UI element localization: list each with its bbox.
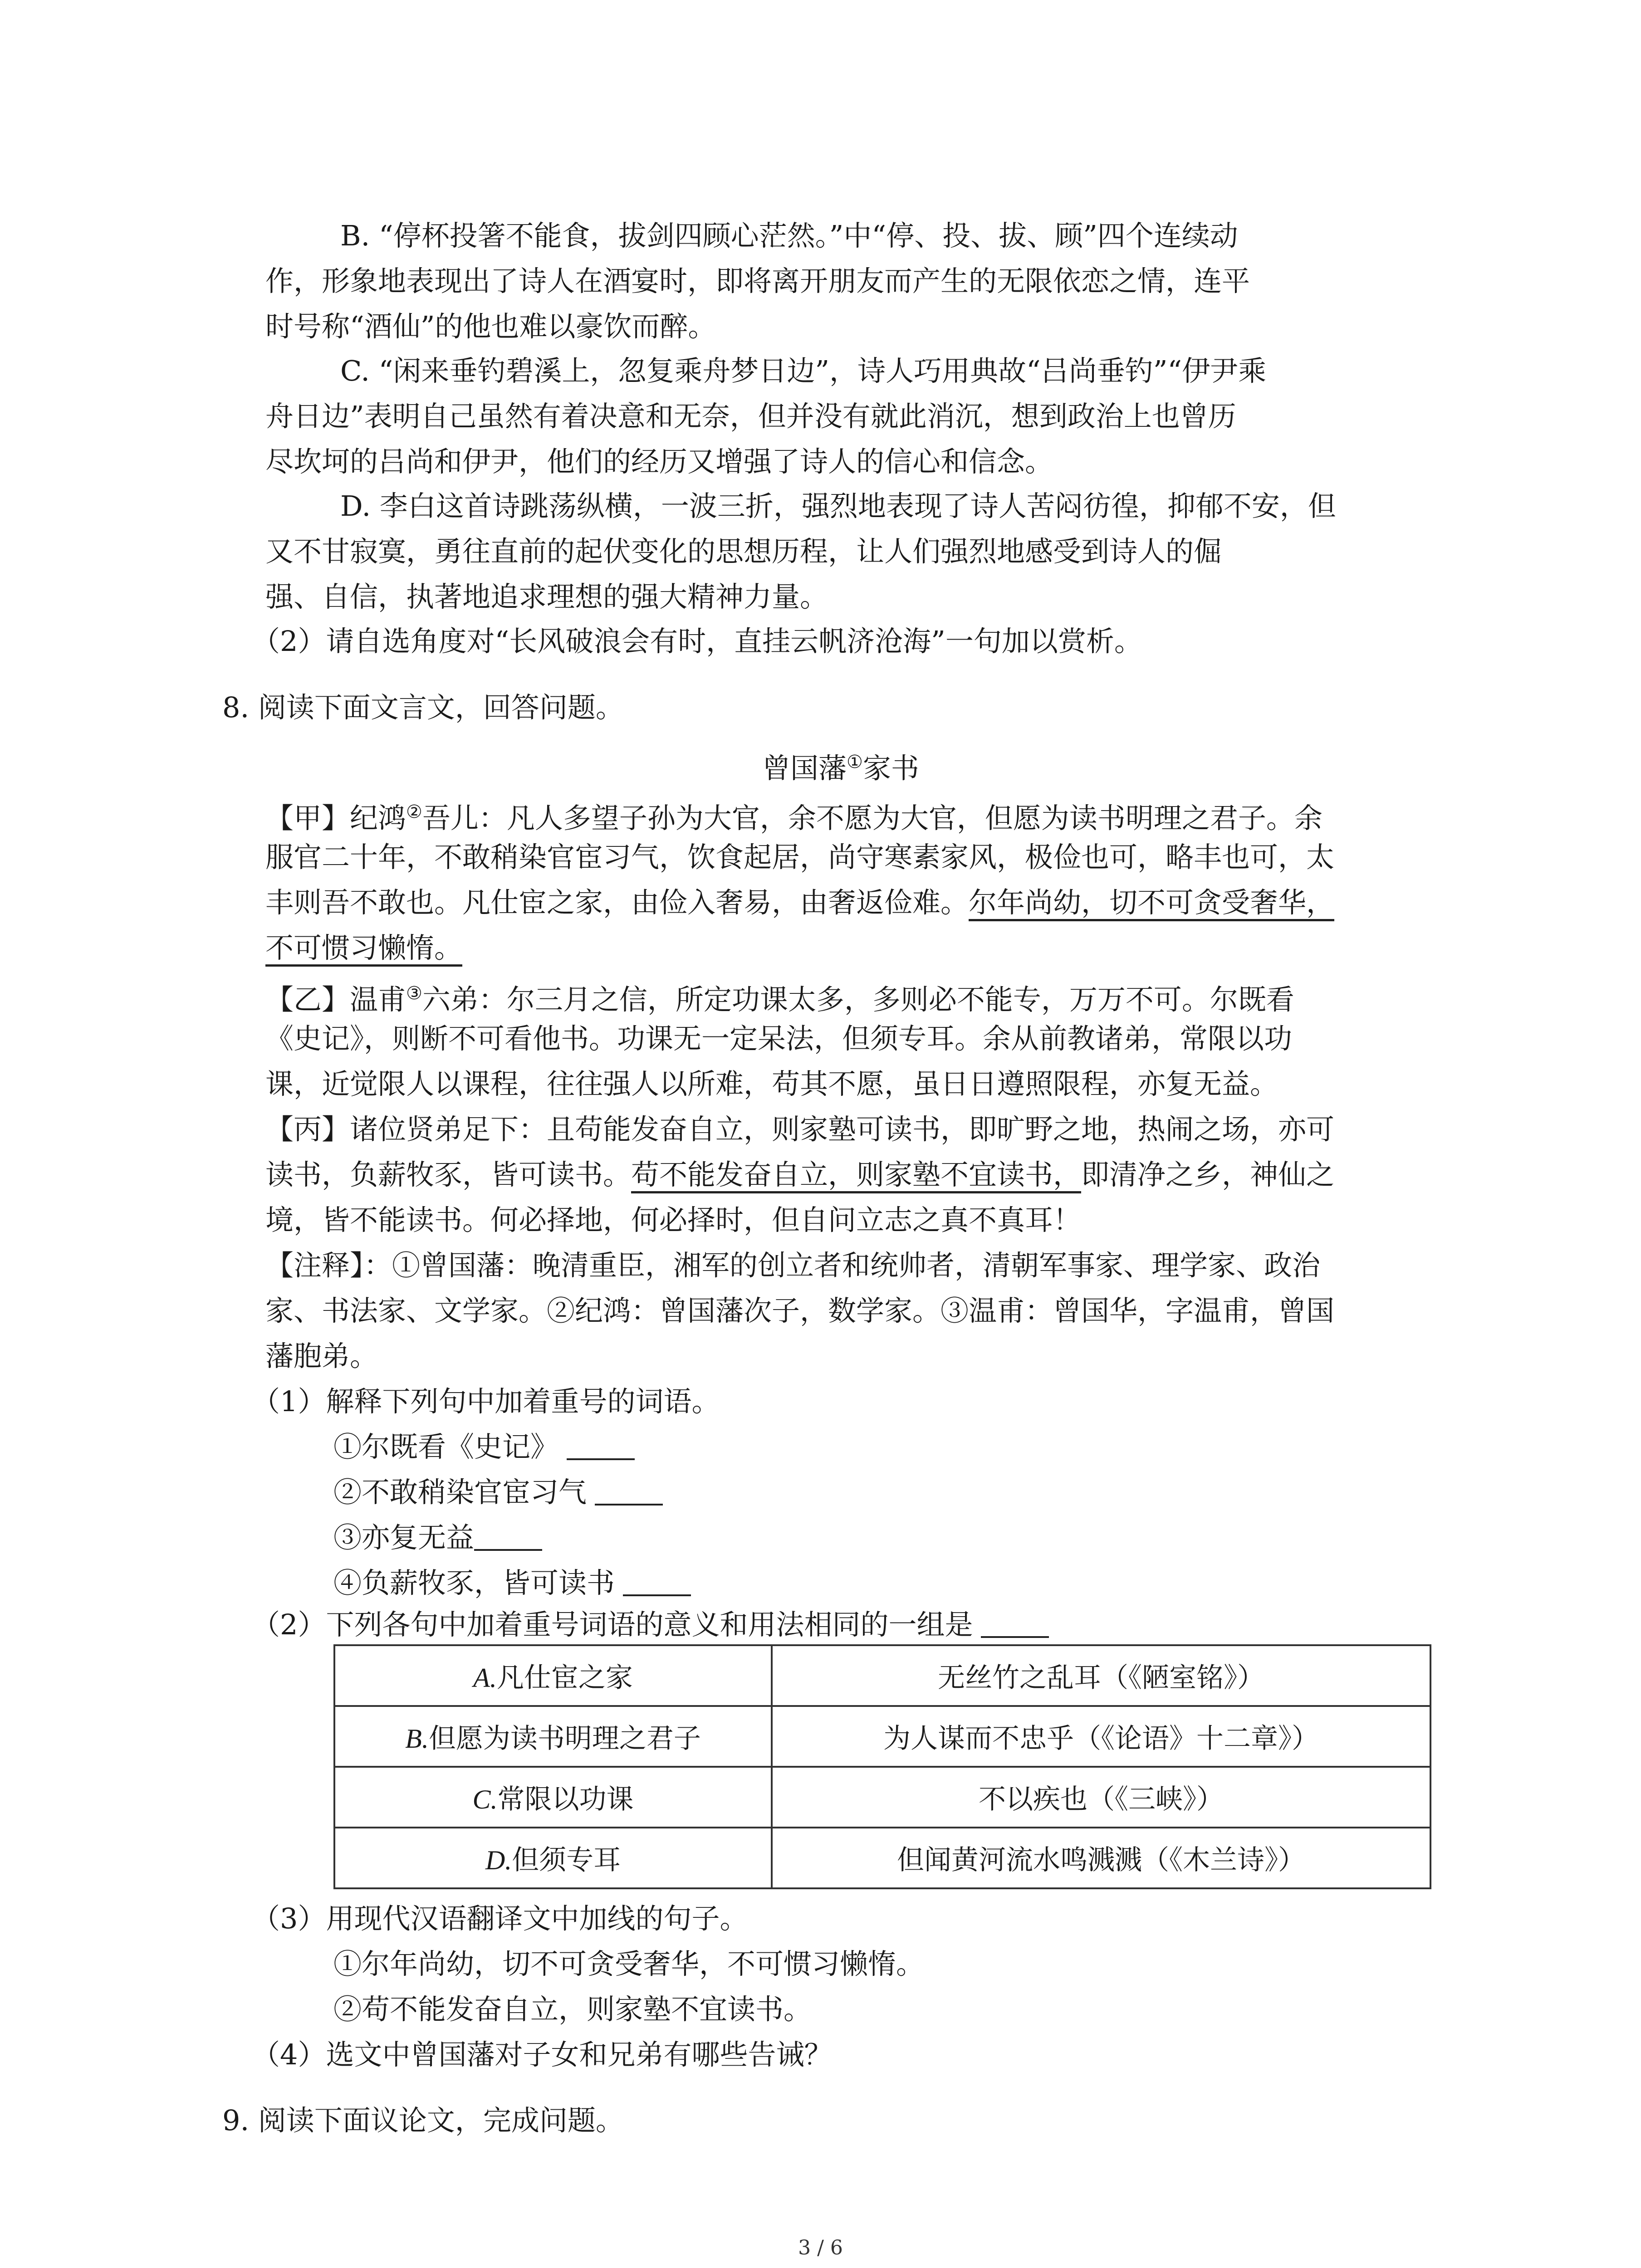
passage-title-name: 曾国藩 (762, 752, 847, 785)
option-a-right: 无丝竹之乱耳（《陋室铭》） (772, 1645, 1430, 1706)
page-number: 3 / 6 (798, 2236, 843, 2259)
table-row (334, 1645, 1430, 1706)
q9-stem: 9. 阅读下面议论文，完成问题。 (222, 2104, 624, 2137)
q7-subquestion-2: （2）请自选角度对“长风破浪会有时，直挂云帆济沧海”一句加以赏析。 (252, 625, 1142, 658)
option-left-text: 常限以功课 (497, 1784, 634, 1815)
yi-label: 【乙】温甫 (265, 983, 407, 1016)
q8-sub3-sentence-1: ①尔年尚幼，切不可贪受奢华，不可惯习懒惰。 (333, 1947, 925, 1980)
sub1-item-text: ②不敢稍染官宦习气 (333, 1476, 587, 1509)
table-row (334, 1767, 1430, 1828)
jia-underlined-sentence-a: 尔年尚幼，切不可贪受奢华， (969, 886, 1334, 921)
sub1-item-text: ④负薪牧豕，皆可读书 (333, 1566, 615, 1599)
jia-line-1 (265, 789, 1323, 841)
jia-line-2: 服官二十年，不敢稍染官宦习气，饮食起居，尚守寒素家风，极俭也可，略丰也可，太 (265, 841, 1335, 874)
jia-text-plain: 丰则吾不敢也。凡仕宦之家，由俭入奢易，由奢返俭难。 (265, 886, 969, 919)
q8-sub1-item-3 (333, 1515, 542, 1560)
jia-text: 吾儿：凡人多望子孙为大官，余不愿为大官，但愿为读书明理之君子。余 (422, 802, 1323, 835)
answer-blank[interactable] (981, 1611, 1049, 1638)
q8-subquestion-2 (252, 1602, 1049, 1647)
option-d-right: 但闻黄河流水鸣溅溅（《木兰诗》） (772, 1828, 1430, 1888)
q8-sub1-item-2 (333, 1470, 663, 1515)
option-d-left (334, 1828, 772, 1888)
option-c-right: 不以疾也（《三峡》） (772, 1767, 1430, 1828)
option-a-left (334, 1645, 772, 1706)
option-left-text: 但愿为读书明理之君子 (428, 1723, 701, 1755)
option-letter: B. (405, 1724, 429, 1754)
answer-blank[interactable] (474, 1524, 542, 1551)
option-c-line-2: 舟日边”表明自己虽然有着决意和无奈，但并没有就此消沉，想到政治上也曾历 (265, 400, 1236, 433)
bing-line-2 (265, 1152, 1334, 1198)
sub1-item-text: ③亦复无益 (333, 1521, 475, 1554)
option-left-text: 但须专耳 (512, 1844, 621, 1876)
jia-line-3 (265, 880, 1334, 925)
bing-line-1: 【丙】诸位贤弟足下：且苟能发奋自立，则家塾可读书，即旷野之地，热闹之场，亦可 (265, 1113, 1335, 1146)
yi-line-1 (265, 971, 1294, 1022)
q8-subquestion-1: （1）解释下列句中加着重号的词语。 (252, 1385, 720, 1418)
notes-line-2: 家、书法家、文学家。②纪鸿：曾国藩次子，数学家。③温甫：曾国华，字温甫，曾国 (265, 1294, 1335, 1327)
bing-underlined-sentence: 苟不能发奋自立，则家塾不宜读书， (631, 1158, 1081, 1193)
option-c-line-3: 尽坎坷的吕尚和伊尹，他们的经历又增强了诗人的信心和信念。 (265, 445, 1053, 478)
option-c-line-1: C. “闲来垂钓碧溪上，忽复乘舟梦日边”，诗人巧用典故“吕尚垂钓”“伊尹乘 (340, 354, 1267, 387)
option-b-line-3: 时号称“酒仙”的他也难以豪饮而醉。 (265, 310, 716, 343)
notes-line-1: 【注释】：①曾国藩：晚清重臣，湘军的创立者和统帅者，清朝军事家、理学家、政治 (265, 1249, 1321, 1282)
bing-text-b: 即清净之乡，神仙之 (1081, 1158, 1335, 1191)
notes-line-3: 藩胞弟。 (265, 1339, 378, 1373)
option-b-line-1: B. “停杯投箸不能食，拔剑四顾心茫然。”中“停、投、拔、顾”四个连续动 (340, 219, 1238, 252)
option-d-line-1: D. 李白这首诗跳荡纵横，一波三折，强烈地表现了诗人苦闷彷徨，抑郁不安，但 (340, 489, 1336, 523)
option-c-left (334, 1767, 772, 1828)
jia-note-mark: ② (406, 802, 422, 822)
passage-title-note-mark: ① (847, 752, 863, 772)
option-b-line-2: 作，形象地表现出了诗人在酒宴时，即将离开朋友而产生的无限依恋之情，连平 (265, 264, 1250, 298)
bing-line-3: 境，皆不能读书。何必择地，何必择时，但自问立志之真不真耳！ (265, 1203, 1082, 1237)
yi-note-mark: ③ (406, 983, 422, 1004)
option-b-left (334, 1706, 772, 1767)
q8-sub3-sentence-2: ②苟不能发奋自立，则家塾不宜读书。 (333, 1993, 812, 2026)
sub1-item-text: ①尔既看《史记》 (333, 1430, 559, 1463)
table-row (334, 1828, 1430, 1888)
q8-stem: 8. 阅读下面文言文，回答问题。 (222, 691, 624, 724)
q8-subquestion-3: （3）用现代汉语翻译文中加线的句子。 (252, 1902, 748, 1935)
answer-blank[interactable] (595, 1478, 663, 1505)
answer-blank[interactable] (567, 1433, 635, 1460)
option-letter: A. (473, 1663, 497, 1693)
yi-line-3: 课，近觉限人以课程，往往强人以所难，苟其不愿，虽日日遵照限程，亦复无益。 (265, 1067, 1279, 1100)
option-left-text: 凡仕宦之家 (496, 1662, 633, 1694)
jia-underlined-sentence-b: 不可惯习懒惰。 (265, 931, 462, 967)
answer-blank[interactable] (623, 1569, 691, 1596)
option-d-line-3: 强、自信，执著地追求理想的强大精神力量。 (265, 580, 828, 613)
option-b-right: 为人谋而不忠乎（《论语》十二章》） (772, 1706, 1430, 1767)
jia-line-4 (265, 925, 462, 971)
table-row (334, 1706, 1430, 1767)
option-d-line-2: 又不甘寂寞，勇往直前的起伏变化的思想历程，让人们强烈地感受到诗人的倔 (265, 535, 1222, 568)
yi-text: 六弟：尔三月之信，所定功课太多，多则必不能专，万万不可。尔既看 (422, 983, 1294, 1016)
jia-label: 【甲】纪鸿 (265, 802, 407, 835)
q8-sub1-item-4 (333, 1560, 691, 1606)
q8-sub1-item-1 (333, 1424, 635, 1470)
bing-text-a: 读书，负薪牧豕，皆可读书。 (265, 1158, 632, 1191)
option-letter: C. (472, 1784, 498, 1814)
passage-title-suffix: 家书 (862, 752, 919, 785)
options-table (333, 1644, 1431, 1889)
option-letter: D. (485, 1845, 512, 1875)
passage-title (762, 739, 919, 791)
sub2-stem-text: （2）下列各句中加着重号词语的意义和用法相同的一组是 (252, 1608, 973, 1641)
yi-line-2: 《史记》，则断不可看他书。功课无一定呆法，但须专耳。余从前教诸弟，常限以功 (265, 1022, 1293, 1055)
q8-subquestion-4: （4）选文中曾国藩对子女和兄弟有哪些告诫？ (252, 2038, 833, 2071)
